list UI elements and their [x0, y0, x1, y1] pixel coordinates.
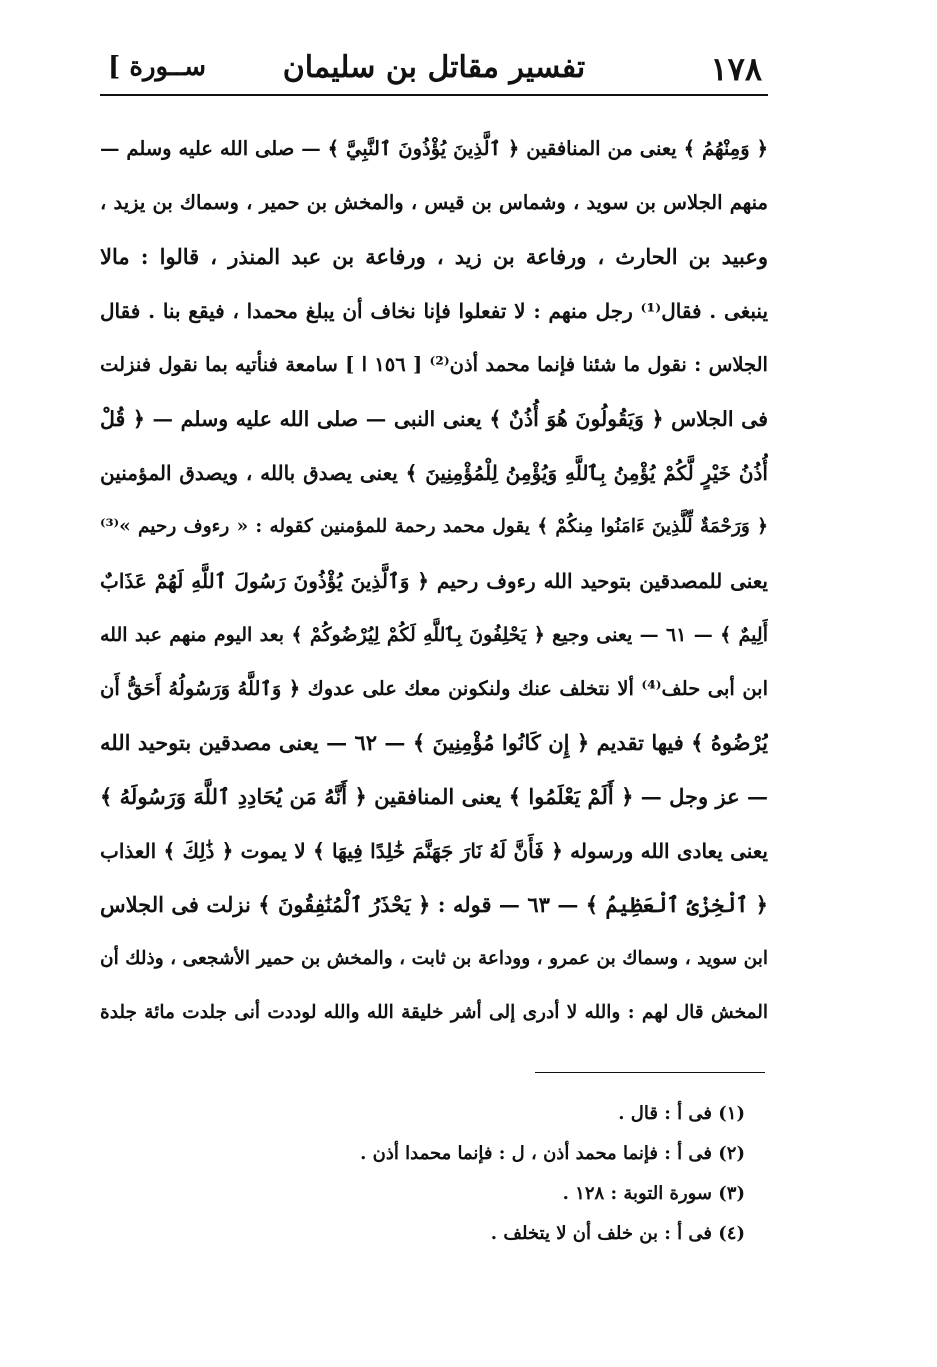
- footnote-rule: [535, 1072, 765, 1073]
- text-line: ينبغى . فقال⁽¹⁾ رجل منهم : لا تفعلوا فإنا نخاف أن يبلغ محمدا ، فيقع بنا . فقال: [100, 299, 768, 323]
- footnote: (١) فى أ : قال .: [618, 1103, 745, 1124]
- text-line: فى الجلاس ﴿ وَيَقُولُونَ هُوَ أُذُنٌ ﴾ يعنى النبى — صلى الله عليه وسلم — ﴿ قُلْ: [100, 407, 768, 431]
- footnote: (٤) فى أ : بن خلف أن لا يتخلف .: [490, 1223, 745, 1244]
- text-line: أَلِيمٌ ﴾ — ٦١ — يعنى وجيع ﴿ يَحْلِفُونَ بِٱللَّهِ لَكُمْ لِيُرْضُوكُمْ ﴾ بعد اليوم منهم عبد الله: [100, 624, 768, 646]
- header-rule: [100, 94, 768, 96]
- text-line: الجلاس : نقول ما شئنا فإنما محمد أذن⁽²⁾ [ ١٥٦ ا ] سامعة فنأتيه بما نقول فنزلت: [100, 353, 768, 376]
- page-header: [100, 44, 768, 92]
- text-line: المخش قال لهم : والله لا أدرى إلى أشر خليقة الله والله لوددت أنى جلدت مائة جلدة: [100, 1002, 768, 1023]
- text-line: وعبيد بن الحارث ، ورفاعة بن زيد ، ورفاعة بن عبد المنذر ، قالوا : مالا: [100, 244, 768, 269]
- text-line: يعنى للمصدقين بتوحيد الله رءوف رحيم ﴿ وَٱلَّذِينَ يُؤْذُونَ رَسُولَ ٱللَّهِ لَهُمْ عَذَابٌ: [100, 569, 768, 593]
- surah-label: [ ســورة: [108, 52, 206, 82]
- text-line: يعنى يعادى الله ورسوله ﴿ فَأَنَّ لَهُ نَارَ جَهَنَّمَ خَٰلِدًا فِيهَا ﴾ لا يموت ﴿ ذَٰلِكَ ﴾ العذاب: [100, 839, 768, 863]
- footnote: (٣) سورة التوبة : ١٢٨ .: [562, 1183, 745, 1204]
- page-number: ١٧٨: [710, 50, 762, 88]
- text-line: ابن أبى حلف⁽⁴⁾ ألا نتخلف عنك ولنكونن معك على عدوك ﴿ وَٱللَّهُ وَرَسُولُهُ أَحَقُّ أَن: [100, 677, 768, 700]
- text-line: ابن سويد ، وسماك بن عمرو ، ووداعة بن ثابت ، والمخش بن حمير الأشجعى ، وذلك أن: [100, 948, 768, 969]
- text-line: ﴿ وَمِنْهُمُ ﴾ يعنى من المنافقين ﴿ ٱلَّذِينَ يُؤْذُونَ ٱلنَّبِيَّ ﴾ — صلى الله عليه وسلم —: [100, 137, 768, 160]
- footnotes: [300, 1094, 745, 1254]
- text-line: يُرْضُوهُ ﴾ فيها تقديم ﴿ إِن كَانُوا مُؤْمِنِينَ ﴾ — ٦٢ — يعنى مصدقين بتوحيد الله: [100, 730, 768, 755]
- text-line: ﴿ ٱلْخِزْىُ ٱلْعَظِيمُ ﴾ — ٦٣ — قوله : ﴿ يَحْذَرُ ٱلْمُنَٰفِقُونَ ﴾ نزلت فى الجلاس: [100, 892, 768, 917]
- text-line: — عز وجل — ﴿ أَلَمْ يَعْلَمُوا ﴾ يعنى المنافقين ﴿ أَنَّهُ مَن يُحَادِدِ ٱللَّهَ وَرَسُولَهُ ﴾: [100, 784, 768, 809]
- body-text: [100, 122, 768, 1040]
- text-line: أُذُنُ خَيْرٍ لَّكُمْ يُؤْمِنُ بِٱللَّهِ وَيُؤْمِنُ لِلْمُؤْمِنِينَ ﴾ يعنى يصدق بالله ، ويصدق المؤمنين: [100, 461, 768, 485]
- text-line: ﴿ وَرَحْمَةٌ لِّلَّذِينَ ءَامَنُوا مِنكُمْ ﴾ يقول محمد رحمة للمؤمنين كقوله : « رءوف رحيم »⁽³⁾: [100, 516, 768, 537]
- footnote: (٢) فى أ : فإنما محمد أذن ، ل : فإنما محمدا أذن .: [360, 1143, 745, 1164]
- book-title: تفسير مقاتل بن سليمان: [282, 50, 586, 85]
- text-line: منهم الجلاس بن سويد ، وشماس بن قيس ، والمخش بن حمير ، وسماك بن يزيد ،: [100, 191, 768, 214]
